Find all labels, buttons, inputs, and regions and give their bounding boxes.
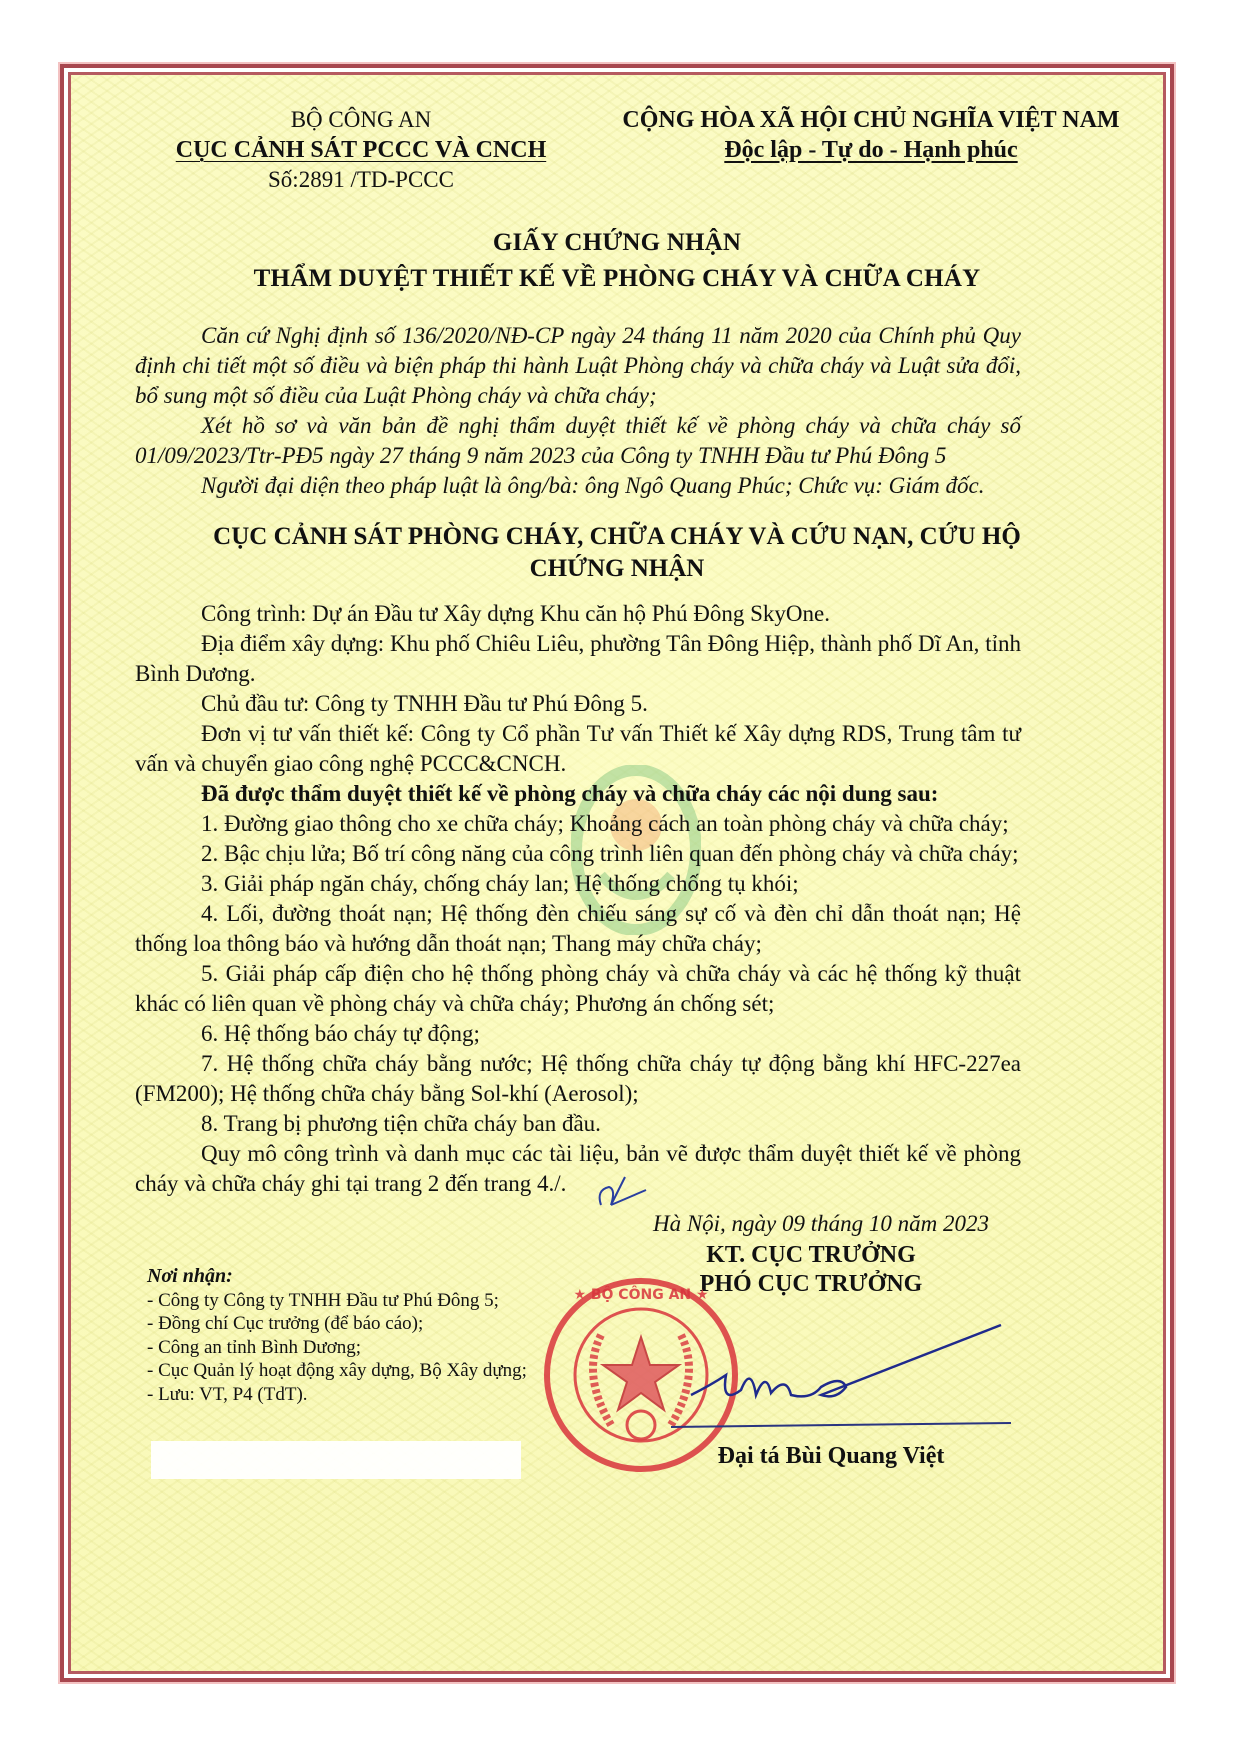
initials-mark-icon xyxy=(591,1175,651,1215)
redacted-region xyxy=(151,1441,521,1479)
certifier-name: CỤC CẢNH SÁT PHÒNG CHÁY, CHỮA CHÁY VÀ CỨU NẠN, CỨU HỘ xyxy=(213,523,1021,550)
approved-item: 8. Trang bị phương tiện chữa cháy ban đầu. xyxy=(201,1111,601,1136)
national-header xyxy=(611,105,1131,165)
certifies-label: CHỨNG NHẬN xyxy=(529,555,705,582)
recipient-item: - Công ty Công ty TNHH Đầu tư Phú Đông 5; xyxy=(147,1289,499,1311)
approved-item: 7. Hệ thống chữa cháy bằng nước; Hệ thống chữa cháy tự động bằng khí HFC-227ea (FM200); Hệ thống chữa cháy bằng Sol-khí (Aerosol); xyxy=(135,1051,1021,1106)
national-motto: Độc lập - Tự do - Hạnh phúc xyxy=(724,137,1018,163)
signature-icon xyxy=(671,1315,1011,1435)
recipients-heading: Nơi nhận: xyxy=(147,1265,233,1287)
signatory-title-1: KT. CỤC TRƯỞNG xyxy=(706,1242,916,1268)
project-investor: Chủ đầu tư: Công ty TNHH Đầu tư Phú Đông 5. xyxy=(201,691,648,716)
approved-item: 2. Bậc chịu lửa; Bố trí công năng của công trình liên quan đến phòng cháy và chữa cháy; xyxy=(201,841,1019,866)
ministry-name: BỘ CÔNG AN xyxy=(290,107,432,132)
preamble-decree: Căn cứ Nghị định số 136/2020/NĐ-CP ngày 24 tháng 11 năm 2020 của Chính phủ Quy định chi tiết một số điều và biện pháp thi hành Luật Phòng cháy và chữa cháy và Luật sửa đổi, bổ sung một số điều của Luật Phòng cháy và chữa cháy; xyxy=(135,323,1021,408)
recipient-item: - Lưu: VT, P4 (TdT). xyxy=(147,1383,308,1405)
signer-name: Đại tá Bùi Quang Việt xyxy=(717,1443,945,1469)
nation-name: CỘNG HÒA XÃ HỘI CHỦ NGHĨA VIỆT NAM xyxy=(622,107,1120,133)
recipient-item: - Đồng chí Cục trưởng (để báo cáo); xyxy=(147,1313,424,1334)
approved-item: 6. Hệ thống báo cháy tự động; xyxy=(201,1021,480,1046)
preamble-representative: Người đại diện theo pháp luật là ông/bà: ông Ngô Quang Phúc; Chức vụ: Giám đốc. xyxy=(201,473,985,498)
certificate-paper xyxy=(68,72,1166,1674)
preamble-application: Xét hồ sơ và văn bản đề nghị thẩm duyệt thiết kế về phòng cháy và chữa cháy số 01/09/2023/Ttr-PĐ5 ngày 27 tháng 9 năm 2023 của Công ty TNHH Đầu tư Phú Đông 5 xyxy=(135,413,1021,468)
place-and-date: Hà Nội, ngày 09 tháng 10 năm 2023 xyxy=(652,1211,990,1236)
approved-item: 3. Giải pháp ngăn cháy, chống cháy lan; Hệ thống chống tụ khói; xyxy=(201,871,799,896)
approved-item: 1. Đường giao thông cho xe chữa cháy; Khoảng cách an toàn phòng cháy và chữa cháy; xyxy=(201,811,1009,836)
project-consultant: Đơn vị tư vấn thiết kế: Công ty Cổ phần Tư vấn Thiết kế Xây dựng RDS, Trung tâm tư vấn và chuyển giao công nghệ PCCC&CNCH. xyxy=(135,721,1021,776)
approved-item: 4. Lối, đường thoát nạn; Hệ thống đèn chiếu sáng sự cố và đèn chỉ dẫn thoát nạn; Hệ thống loa thông báo và hướng dẫn thoát nạn; Thang máy chữa cháy; xyxy=(135,901,1021,956)
department-name: CỤC CẢNH SÁT PCCC VÀ CNCH xyxy=(175,137,547,163)
title-line-1: GIẤY CHỨNG NHẬN xyxy=(492,229,742,256)
project-location: Địa điểm xây dựng: Khu phố Chiêu Liêu, phường Tân Đông Hiệp, thành phố Dĩ An, tỉnh Bình Dương. xyxy=(135,631,1021,686)
preamble xyxy=(135,321,1021,501)
project-details xyxy=(135,599,1021,1199)
project-name: Công trình: Dự án Đầu tư Xây dựng Khu căn hộ Phú Đông SkyOne. xyxy=(201,601,830,626)
approved-heading: Đã được thẩm duyệt thiết kế về phòng cháy và chữa cháy các nội dung sau: xyxy=(201,781,939,806)
document-number: Số:2891 /TD-PCCC xyxy=(268,167,454,192)
recipient-item: - Cục Quản lý hoạt động xây dựng, Bộ Xây dựng; xyxy=(147,1360,527,1381)
certifier-heading xyxy=(71,521,1163,585)
scope-closing: Quy mô công trình và danh mục các tài liệu, bản vẽ được thẩm duyệt thiết kế về phòng cháy và chữa cháy ghi tại trang 2 đến trang 4./. xyxy=(135,1141,1021,1196)
recipient-item: - Công an tỉnh Bình Dương; xyxy=(147,1336,362,1358)
issuer-header xyxy=(131,105,591,195)
svg-text:★ BỘ CÔNG AN ★: ★ BỘ CÔNG AN ★ xyxy=(573,1287,709,1303)
document-title xyxy=(71,225,1163,297)
certificate-border xyxy=(60,64,1174,1682)
recipients-list xyxy=(147,1265,627,1406)
title-line-2: THẨM DUYỆT THIẾT KẾ VỀ PHÒNG CHÁY VÀ CHỮA CHÁY xyxy=(253,265,981,292)
approved-item: 5. Giải pháp cấp điện cho hệ thống phòng cháy và chữa cháy và các hệ thống kỹ thuật khác có liên quan về phòng cháy và chữa cháy; Phương án chống sét; xyxy=(135,961,1021,1016)
signatory-title-2: PHÓ CỤC TRƯỞNG xyxy=(699,1271,923,1297)
